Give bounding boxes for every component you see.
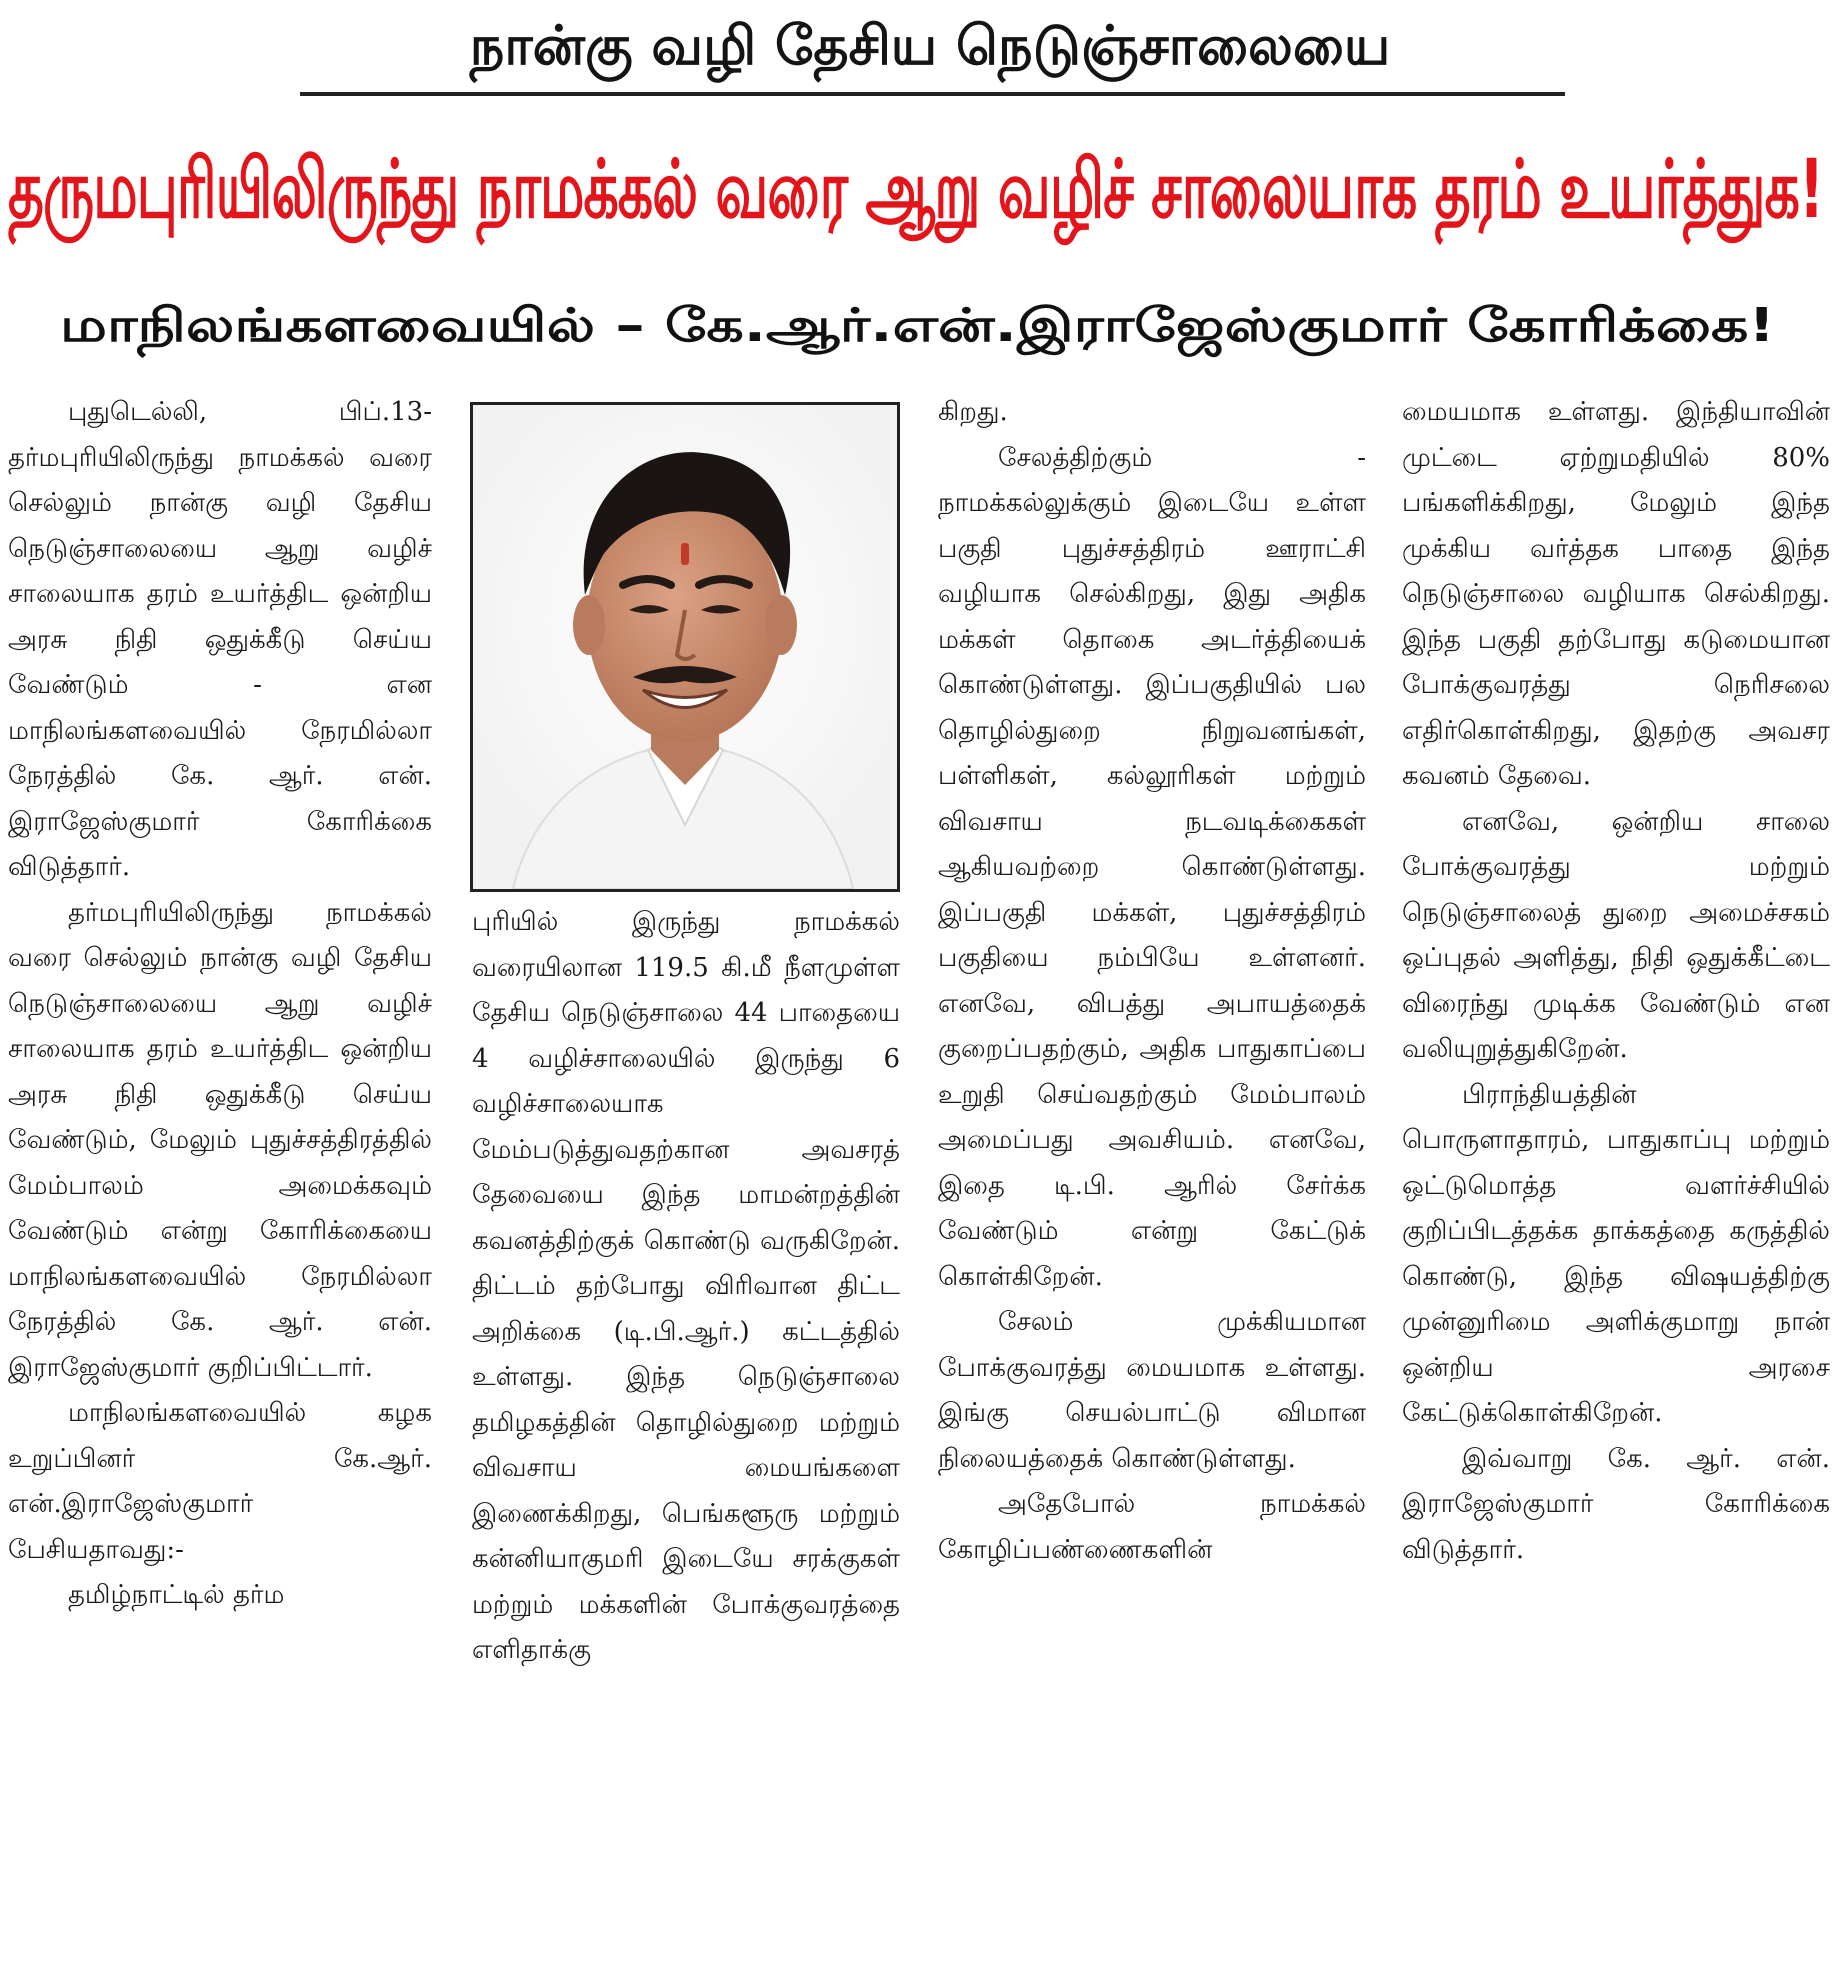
paragraph: புதுடெல்லி, பிப்.13- தர்மபுரியிலிருந்து நாமக்கல் வரை செல்லும் நான்கு வழி தேசிய நெடுஞ்சாலையை ஆறு வழிச் சாலையாக தரம் உயர்த்திட ஒன்றிய அரசு நிதி ஒதுக்கீடு செய்ய வேண்டும் - என மாநிலங்களவையில் நேரமில்லா நேரத்தில் கே. ஆர். என். இராஜேஸ்குமார் கோரிக்கை விடுத்தார். [8,397,432,882]
paragraph: புரியில் இருந்து நாமக்கல் வரையிலான 119.5 கி.மீ நீளமுள்ள தேசிய நெடுஞ்சாலை 44 பாதையை 4 வழிச்சாலையில் இருந்து 6 வழிச்சாலையாக மேம்படுத்துவதற்கான அவசரத் தேவையை இந்த மாமன்றத்தின் கவனத்திற்குக் கொண்டு வருகிறேன். திட்டம் தற்போது விரிவான திட்ட அறிக்கை (டி.பி.ஆர்.) கட்டத்தில் உள்ளது. இந்த நெடுஞ்சாலை தமிழகத்தின் தொழில்துறை மற்றும் விவசாய மையங்களை இணைக்கிறது, பெங்களூரு மற்றும் கன்னியாகுமரி இடையே சரக்குகள் மற்றும் மக்களின் போக்குவரத்தை எளிதாக்கு [472,907,900,1665]
kicker-underline [300,92,1565,96]
portrait-photo [470,402,900,892]
paragraph: தமிழ்நாட்டில் தர்ம [68,1580,285,1610]
paragraph: இவ்வாறு கே. ஆர். என். இராஜேஸ்குமார் கோரிக்கை விடுத்தார். [1402,1443,1830,1565]
paragraph: அதேபோல் நாமக்கல் கோழிப்பண்ணைகளின் [938,1489,1366,1565]
subheadline-text: மாநிலங்களவையில் – கே.ஆர்.என்.இராஜேஸ்குமார் கோரிக்கை! [60,298,1776,352]
article-column-4 [1402,390,1830,1974]
article-column-1 [8,390,432,1974]
paragraph: தர்மபுரியிலிருந்து நாமக்கல் வரை செல்லும் நான்கு வழி தேசிய நெடுஞ்சாலையை ஆறு வழிச் சாலையாக தரம் உயர்த்திட ஒன்றிய அரசு நிதி ஒதுக்கீடு செய்ய வேண்டும், மேலும் புதுச்சத்திரத்தில் மேம்பாலம் அமைக்கவும் வேண்டும் என்று கோரிக்கையை மாநிலங்களவையில் நேரமில்லா நேரத்தில் கே. ஆர். என். இராஜேஸ்குமார் குறிப்பிட்டார். [8,897,432,1383]
portrait-photo-icon [473,405,897,889]
paragraph: மாநிலங்களவையில் கழக உறுப்பினர் கே.ஆர். என்.இராஜேஸ்குமார் பேசியதாவது:- [8,1398,432,1565]
paragraph: மையமாக உள்ளது. இந்தியாவின் முட்டை ஏற்றுமதியில் 80% பங்களிக்கிறது, மேலும் இந்த முக்கிய வர்த்தக பாதை இந்த நெடுஞ்சாலை வழியாக செல்கிறது. இந்த பகுதி தற்போது கடுமையான போக்குவரத்து நெரிசலை எதிர்கொள்கிறது, இதற்கு அவசர கவனம் தேவை. [1402,397,1830,791]
article-column-3 [938,390,1366,1974]
paragraph: சேலத்திற்கும் - நாமக்கல்லுக்கும் இடையே உள்ள பகுதி புதுச்சத்திரம் ஊராட்சி வழியாக செல்கிறது, இது அதிக மக்கள் தொகை அடர்த்தியைக் கொண்டுள்ளது. இப்பகுதியில் பல தொழில்துறை நிறுவனங்கள், பள்ளிகள், கல்லூரிகள் மற்றும் விவசாய நடவடிக்கைகள் ஆகியவற்றை கொண்டுள்ளது. இப்பகுதி மக்கள், புதுச்சத்திரம் பகுதியை நம்பியே உள்ளனர். எனவே, விபத்து அபாயத்தைக் குறைப்பதற்கும், அதிக பாதுகாப்பை உறுதி செய்வதற்கும் மேம்பாலம் அமைப்பது அவசியம். எனவே, இதை டி.பி. ஆரில் சேர்க்க வேண்டும் என்று கேட்டுக் கொள்கிறேன். [938,442,1366,1292]
paragraph: எனவே, ஒன்றிய சாலை போக்குவரத்து மற்றும் நெடுஞ்சாலைத் துறை அமைச்சகம் ஒப்புதல் அளித்து, நிதி ஒதுக்கீட்டை விரைந்து முடிக்க வேண்டும் என வலியுறுத்துகிறேன். [1402,806,1830,1064]
paragraph: பிராந்தியத்தின் பொருளாதாரம், பாதுகாப்பு மற்றும் ஒட்டுமொத்த வளர்ச்சியில் குறிப்பிடத்தக்க தாக்கத்தை கருத்தில் கொண்டு, இந்த விஷயத்திற்கு முன்னுரிமை அளிக்குமாறு நான் ஒன்றிய அரசை கேட்டுக்கொள்கிறேன். [1402,1079,1830,1428]
headline [8,110,1830,270]
article-column-2 [472,900,900,1974]
paragraph: சேலம் முக்கியமான போக்குவரத்து மையமாக உள்ளது. இங்கு செயல்பாட்டு விமான நிலையத்தைக் கொண்டுள்ளது. [938,1307,1366,1474]
headline-text: தருமபுரியிலிருந்து நாமக்கல் வரை ஆறு வழிச் சாலையாக தரம் உயர்த்துக! [8,142,1824,238]
paragraph: கிறது. [938,397,1008,427]
kicker-heading: நான்கு வழி தேசிய நெடுஞ்சாலையை [469,14,1391,77]
subheadline [60,280,1780,370]
